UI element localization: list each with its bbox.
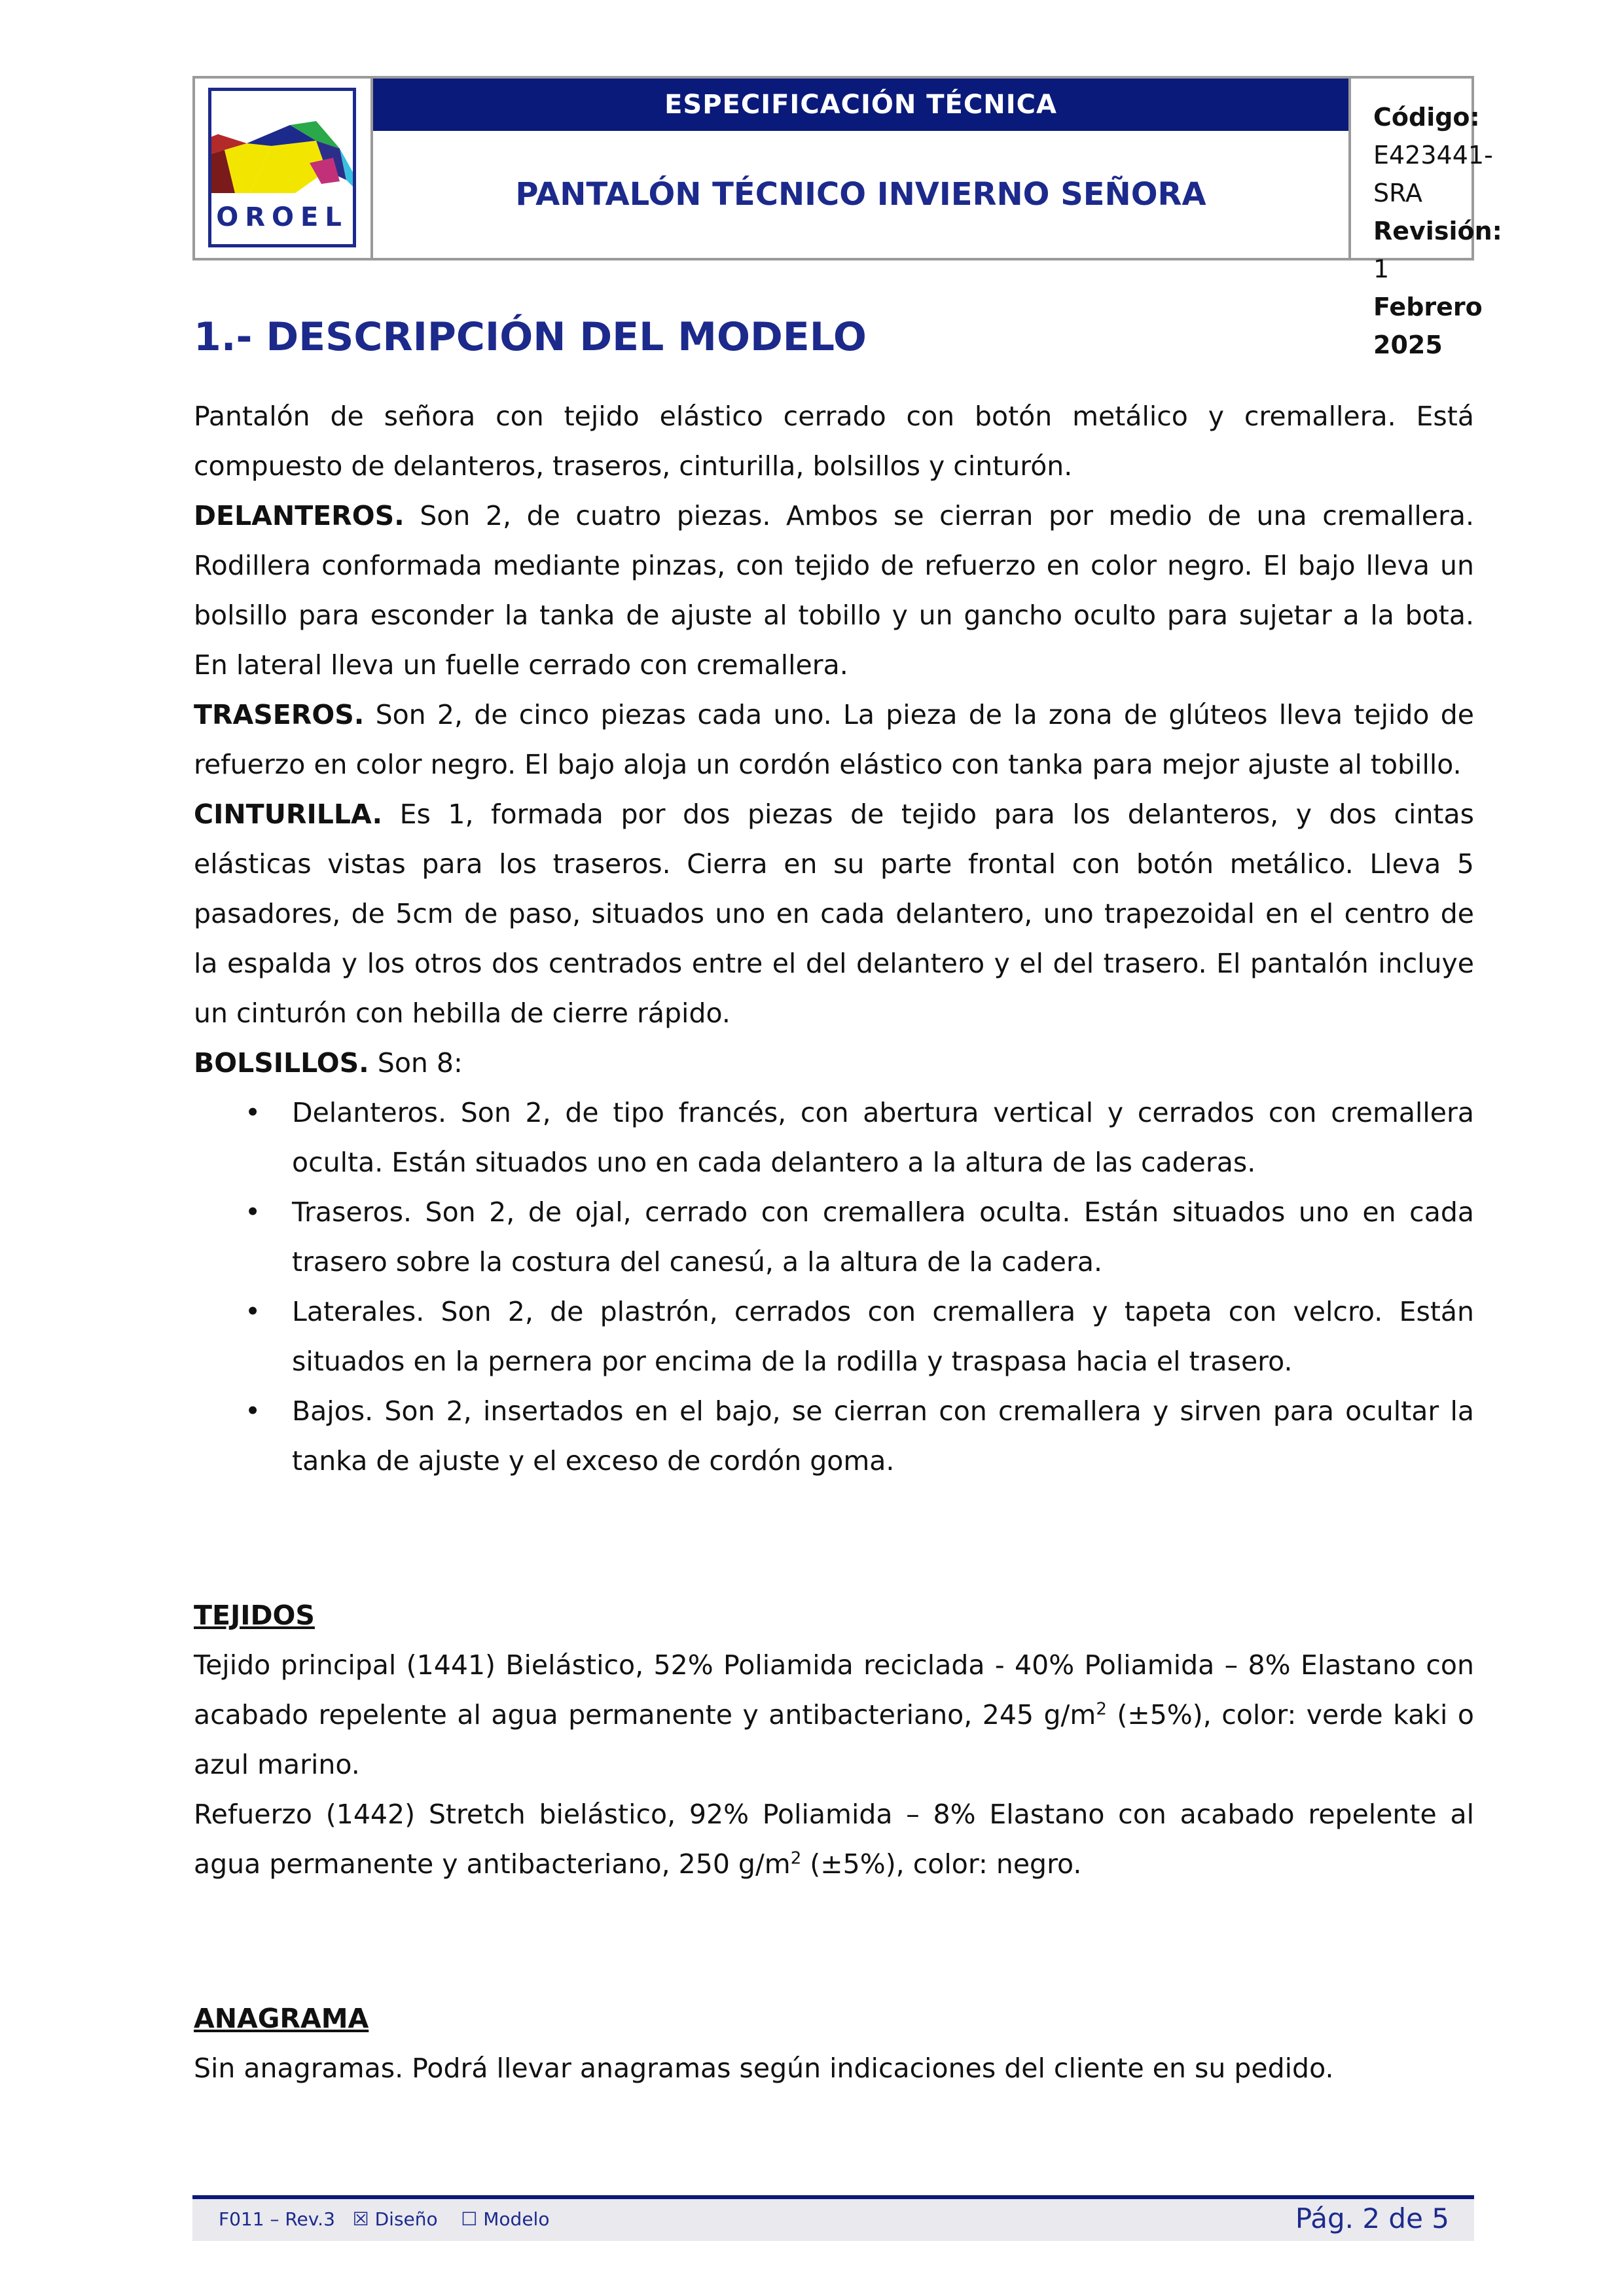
pockets-list [194, 1088, 1474, 1486]
anagrama-heading: ANAGRAMA [194, 2003, 369, 2034]
superscript: 2 [1096, 1699, 1107, 1719]
logo-cell [195, 79, 373, 258]
list-item-text: Laterales. Son 2, de plastrón, cerrados con cremallera y tapeta con velcro. Están situados en la pernera por encima de la rodilla y traspasa hacia el trasero. [292, 1296, 1474, 1377]
form-code: F011 – Rev.3 [219, 2208, 335, 2230]
traseros-text: Son 2, de cinco piezas cada uno. La pieza de la zona de glúteos lleva tejido de refuerzo en color negro. El bajo aloja un cordón elástico con tanka para mejor ajuste al tobillo. [194, 699, 1474, 780]
document-body [194, 314, 1474, 2093]
list-item [194, 1287, 1474, 1386]
tejido-principal-text: Tejido principal (1441) Bielástico, 52% Poliamida reciclada - 40% Poliamida – 8% Elastano con acabado repelente al agua permanente y antibacteriano, 245 g/m [194, 1649, 1474, 1731]
revision-row [1373, 212, 1502, 288]
delanteros-paragraph [194, 491, 1474, 690]
traseros-label: TRASEROS. [194, 699, 365, 730]
intro-paragraph: Pantalón de señora con tejido elástico cerrado con botón metálico y cremallera. Está compuesto de delanteros, traseros, cinturilla, bolsillos y cinturón. [194, 401, 1474, 482]
refuerzo-paragraph [194, 1789, 1474, 1889]
logo-mountain-icon [211, 95, 353, 193]
list-item-text: Bajos. Son 2, insertados en el bajo, se cierran con cremallera y sirven para ocultar la tanka de ajuste y el exceso de cordón goma. [292, 1395, 1474, 1477]
diseno-label: Diseño [374, 2208, 438, 2230]
tejido-principal-paragraph [194, 1640, 1474, 1789]
logo-text: OROEL [216, 202, 348, 232]
cinturilla-text: Es 1, formada por dos piezas de tejido para los delanteros, y dos cintas elásticas vistas para los traseros. Cierra en su parte frontal con botón metálico. Lleva 5 pasadores, de 5cm de paso, situados uno en cada delantero, uno trapezoidal en el centro de la espalda y los otros dos centrados entre el del delantero y el del trasero. El pantalón incluye un cinturón con hebilla de cierre rápido. [194, 798, 1474, 1029]
list-item [194, 1386, 1474, 1486]
delanteros-text: Son 2, de cuatro piezas. Ambos se cierran por medio de una cremallera. Rodillera conformada mediante pinzas, con tejido de refuerzo en color negro. El bajo lleva un bolsillo para esconder la tanka de ajuste al tobillo y un gancho oculto para sujetar a la bota. En lateral lleva un fuelle cerrado con cremallera. [194, 500, 1474, 681]
superscript: 2 [790, 1848, 802, 1869]
footer-form-info [219, 2199, 549, 2240]
refuerzo-text-end: (±5%), color: negro. [801, 1848, 1082, 1880]
refuerzo-text: Refuerzo (1442) Stretch bielástico, 92% Poliamida – 8% Elastano con acabado repelente al agua permanente y antibacteriano, 250 g/m [194, 1799, 1474, 1880]
section-title: 1.- DESCRIPCIÓN DEL MODELO [194, 314, 867, 360]
code-value: E423441-SRA [1373, 141, 1493, 207]
tejidos-heading: TEJIDOS [194, 1600, 315, 1631]
bolsillos-paragraph [194, 1038, 1474, 1088]
document-type: ESPECIFICACIÓN TÉCNICA [373, 79, 1348, 131]
list-item-text: Delanteros. Son 2, de tipo francés, con abertura vertical y cerrados con cremallera oculta. Están situados uno en cada delantero a la altura de las caderas. [292, 1097, 1474, 1178]
bullet-icon: • [245, 1196, 261, 1228]
document-meta [1351, 79, 1502, 359]
delanteros-label: DELANTEROS. [194, 500, 405, 531]
traseros-paragraph [194, 690, 1474, 789]
cinturilla-paragraph [194, 789, 1474, 1038]
modelo-label: Modelo [483, 2208, 550, 2230]
document-footer [192, 2195, 1474, 2241]
revision-label: Revisión: [1373, 217, 1502, 245]
bolsillos-label: BOLSILLOS. [194, 1047, 369, 1079]
list-item-text: Traseros. Son 2, de ojal, cerrado con cremallera oculta. Están situados uno en cada trasero sobre la costura del canesú, a la altura de la cadera. [292, 1196, 1474, 1278]
bolsillos-text: Son 8: [369, 1047, 463, 1079]
oroel-logo [208, 88, 356, 247]
document-date: Febrero 2025 [1373, 293, 1483, 359]
revision-value: 1 [1373, 255, 1390, 283]
bullet-icon: • [245, 1296, 261, 1327]
checked-box-icon: ☒ [352, 2208, 369, 2230]
bullet-icon: • [245, 1395, 261, 1427]
tejido-principal-text-end: (±5%), color: verde kaki o azul marino. [194, 1699, 1474, 1780]
code-label-row [1373, 98, 1480, 136]
cinturilla-label: CINTURILLA. [194, 798, 383, 830]
page-number: Pág. 2 de 5 [1295, 2202, 1449, 2234]
anagrama-paragraph: Sin anagramas. Podrá llevar anagramas según indicaciones del cliente en su pedido. [194, 2053, 1334, 2084]
title-cell [373, 79, 1351, 258]
list-item [194, 1187, 1474, 1287]
list-item [194, 1088, 1474, 1187]
code-label: Código: [1373, 103, 1480, 132]
product-title: PANTALÓN TÉCNICO INVIERNO SEÑORA [515, 176, 1206, 213]
unchecked-box-icon: ☐ [461, 2208, 478, 2230]
bullet-icon: • [245, 1097, 261, 1128]
